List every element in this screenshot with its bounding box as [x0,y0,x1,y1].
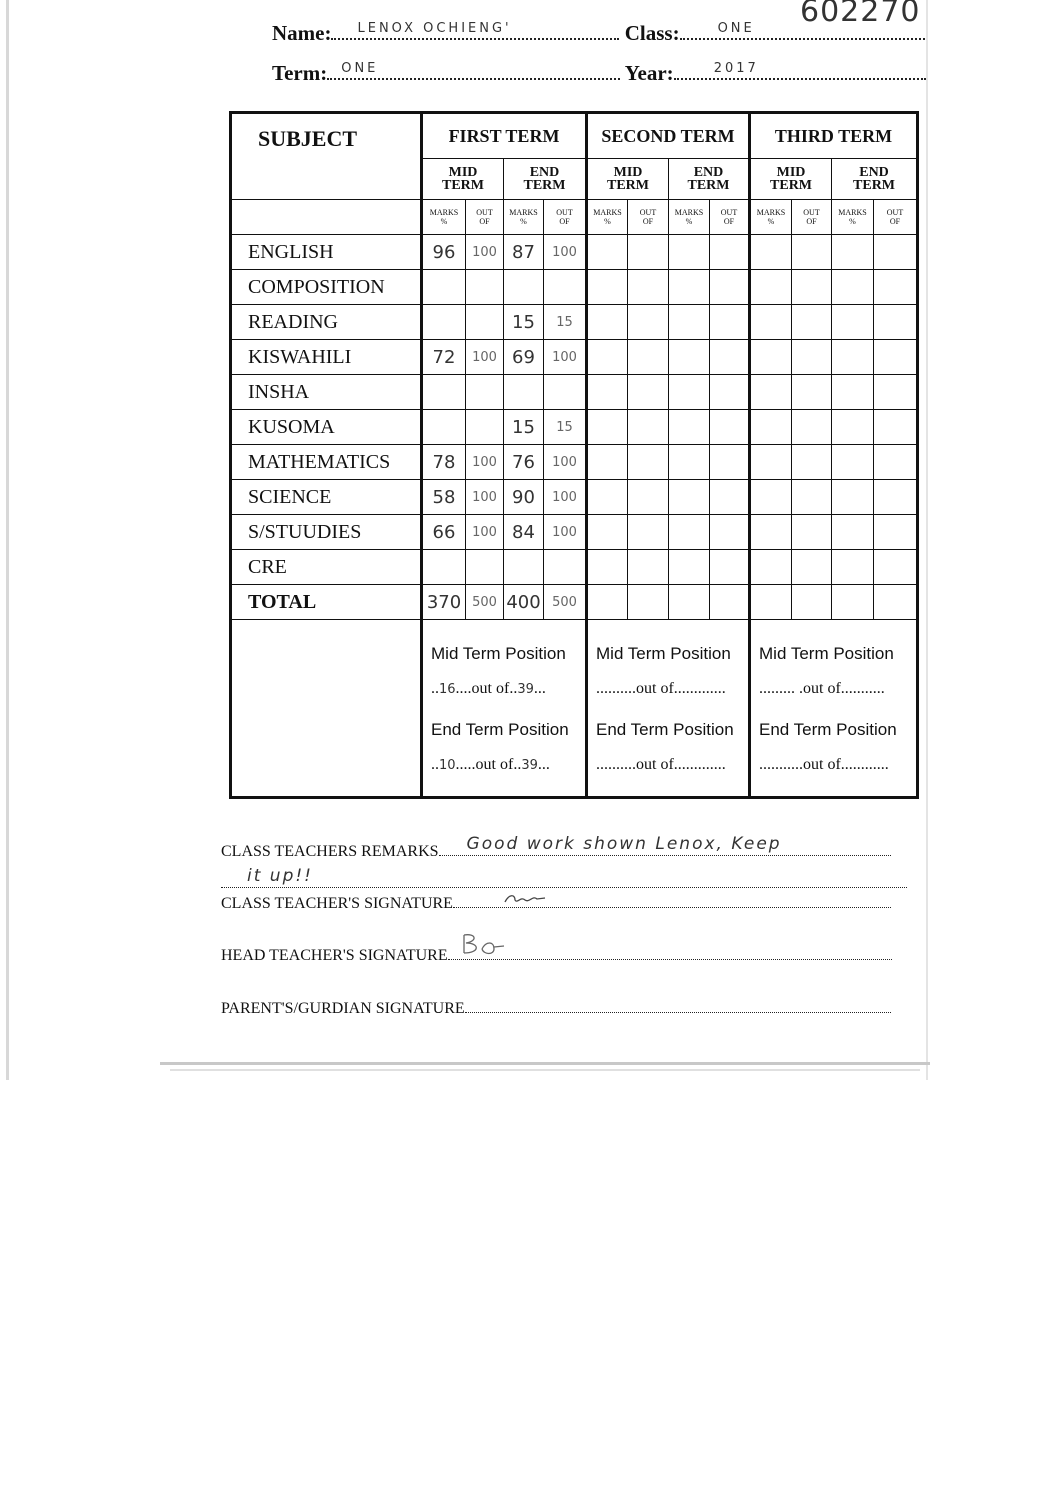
sheet-edge-right [926,0,928,1080]
first-end-out: 100 [544,515,587,550]
out-of-header: OUT OF [874,200,918,235]
total-label: TOTAL [231,585,422,620]
head-teacher-signature-field [448,944,892,960]
class-teacher-remarks-continued [221,866,907,893]
parent-signature [221,997,891,1018]
first-mid-total: 370 [422,585,466,620]
first-end-mark: 90 [504,480,544,515]
first-mid-total-out: 500 [466,585,504,620]
subject-name: INSHA [231,375,422,410]
subject-name: KISWAHILI [231,340,422,375]
class-teacher-signature-field [453,892,891,908]
marks-header: MARKS % [669,200,710,235]
first-term-header: FIRST TERM [422,113,587,159]
class-teacher-signature-label: CLASS TEACHER'S SIGNATURE [221,895,453,912]
first-mid-out: 100 [466,480,504,515]
subject-name: S/STUUDIES [231,515,422,550]
class-teacher-signature-mark [503,892,547,906]
marks-table [229,111,919,799]
first-end-total-out: 500 [544,585,587,620]
term-value: ONE [341,61,379,76]
head-teacher-signature-label: HEAD TEACHER'S SIGNATURE [221,947,448,964]
first-end-mark: 15 [504,305,544,340]
head-teacher-signature [221,944,892,965]
first-mid-mark: 58 [422,480,466,515]
column-header-row [231,200,918,235]
table-row [231,235,918,270]
first-end-out: 100 [544,480,587,515]
term-label: Term: [272,61,328,85]
third-mid-header: MID TERM [750,159,832,200]
name-label: Name: [272,21,332,45]
mid-term-position-label: Mid Term Position [759,644,894,663]
subject-header: SUBJECT [231,113,422,200]
marks-header: MARKS % [422,200,466,235]
out-of-header: OUT OF [628,200,669,235]
first-end-out: 15 [544,305,587,340]
end-term-position-label: End Term Position [759,720,897,739]
first-end-mark: 15 [504,410,544,445]
class-value: ONE [717,21,755,36]
second-term-positions [587,620,750,798]
table-row [231,410,918,445]
first-end-out-of: 39 [521,758,538,773]
end-term-position-label: End Term Position [431,720,569,739]
end-term-position-label: End Term Position [596,720,734,739]
term-field [327,60,620,80]
table-row [231,305,918,340]
class-label: Class: [624,21,680,45]
first-end-out: 15 [544,410,587,445]
mid-term-position-label: Mid Term Position [431,644,566,663]
end-term-position-line: ..10.....out of..39... [431,756,550,773]
subject-header-blank [231,200,422,235]
first-end-out: 100 [544,340,587,375]
first-end-total: 400 [504,585,544,620]
name-value: LENOX OCHIENG' [357,21,512,36]
mid-term-position-label: Mid Term Position [596,644,731,663]
class-teacher-remarks-value: Good work shown Lenox, Keep [466,834,782,854]
name-row [272,20,925,46]
parent-signature-label: PARENT'S/GURDIAN SIGNATURE [221,1000,465,1017]
first-end-mark: 87 [504,235,544,270]
first-end-out: 100 [544,445,587,480]
subject-name: ENGLISH [231,235,422,270]
year-label: Year: [624,61,674,85]
first-end-out: 100 [544,235,587,270]
first-mid-out: 100 [466,445,504,480]
end-term-position-line: ..........out of............. [596,756,726,773]
mid-term-position-line: ..........out of............. [596,680,726,697]
mid-term-position-line: ..16....out of..39... [431,680,546,697]
positions-blank [231,620,422,798]
class-teacher-remarks [221,834,891,861]
sheet-edge-bottom [160,1062,930,1065]
first-mid-out: 100 [466,235,504,270]
first-end-header: END TERM [504,159,587,200]
sheet-edge-bottom-shadow [170,1069,920,1071]
second-mid-header: MID TERM [587,159,669,200]
total-row [231,585,918,620]
subject-name: MATHEMATICS [231,445,422,480]
end-term-position-line: ...........out of............ [759,756,889,773]
table-row [231,270,918,305]
first-mid-mark: 78 [422,445,466,480]
table-row [231,550,918,585]
class-teacher-remarks-field [439,834,891,856]
third-term-positions [750,620,918,798]
third-end-header: END TERM [832,159,918,200]
subject-name: CRE [231,550,422,585]
term-row [272,60,926,86]
table-row [231,340,918,375]
first-term-positions [422,620,587,798]
first-mid-mark: 96 [422,235,466,270]
class-teacher-signature [221,892,891,913]
name-field [331,20,619,40]
third-term-header: THIRD TERM [750,113,918,159]
table-row [231,445,918,480]
marks-header: MARKS % [832,200,874,235]
paper-edge [6,0,9,1080]
mid-term-position-line: ......... .out of........... [759,680,885,697]
class-field [680,20,925,40]
out-of-header: OUT OF [466,200,504,235]
year-value: 2017 [713,61,759,76]
subject-name: COMPOSITION [231,270,422,305]
class-teacher-remarks-field-2 [221,866,907,888]
first-end-mark: 84 [504,515,544,550]
first-mid-out: 100 [466,515,504,550]
subject-name: SCIENCE [231,480,422,515]
second-end-header: END TERM [669,159,750,200]
first-end-mark: 69 [504,340,544,375]
serial-number: 602270 [800,0,921,29]
first-mid-mark: 66 [422,515,466,550]
year-field [674,60,926,80]
parent-signature-field [465,997,891,1013]
first-mid-position: 16 [439,682,456,697]
table-row [231,480,918,515]
class-teacher-remarks-value-2: it up!! [247,866,313,886]
table-row [231,375,918,410]
first-end-position: 10 [439,758,456,773]
head-teacher-signature-mark [458,931,506,959]
out-of-header: OUT OF [544,200,587,235]
table-row [231,515,918,550]
first-mid-out-of: 39 [517,682,534,697]
first-mid-out: 100 [466,340,504,375]
first-end-mark: 76 [504,445,544,480]
marks-header: MARKS % [504,200,544,235]
marks-header: MARKS % [587,200,628,235]
second-term-header: SECOND TERM [587,113,750,159]
subject-name: KUSOMA [231,410,422,445]
out-of-header: OUT OF [710,200,750,235]
first-mid-header: MID TERM [422,159,504,200]
class-teacher-remarks-label: CLASS TEACHERS REMARKS [221,843,439,860]
out-of-header: OUT OF [792,200,832,235]
first-mid-mark: 72 [422,340,466,375]
subject-name: READING [231,305,422,340]
marks-header: MARKS % [750,200,792,235]
positions-row [231,620,918,798]
